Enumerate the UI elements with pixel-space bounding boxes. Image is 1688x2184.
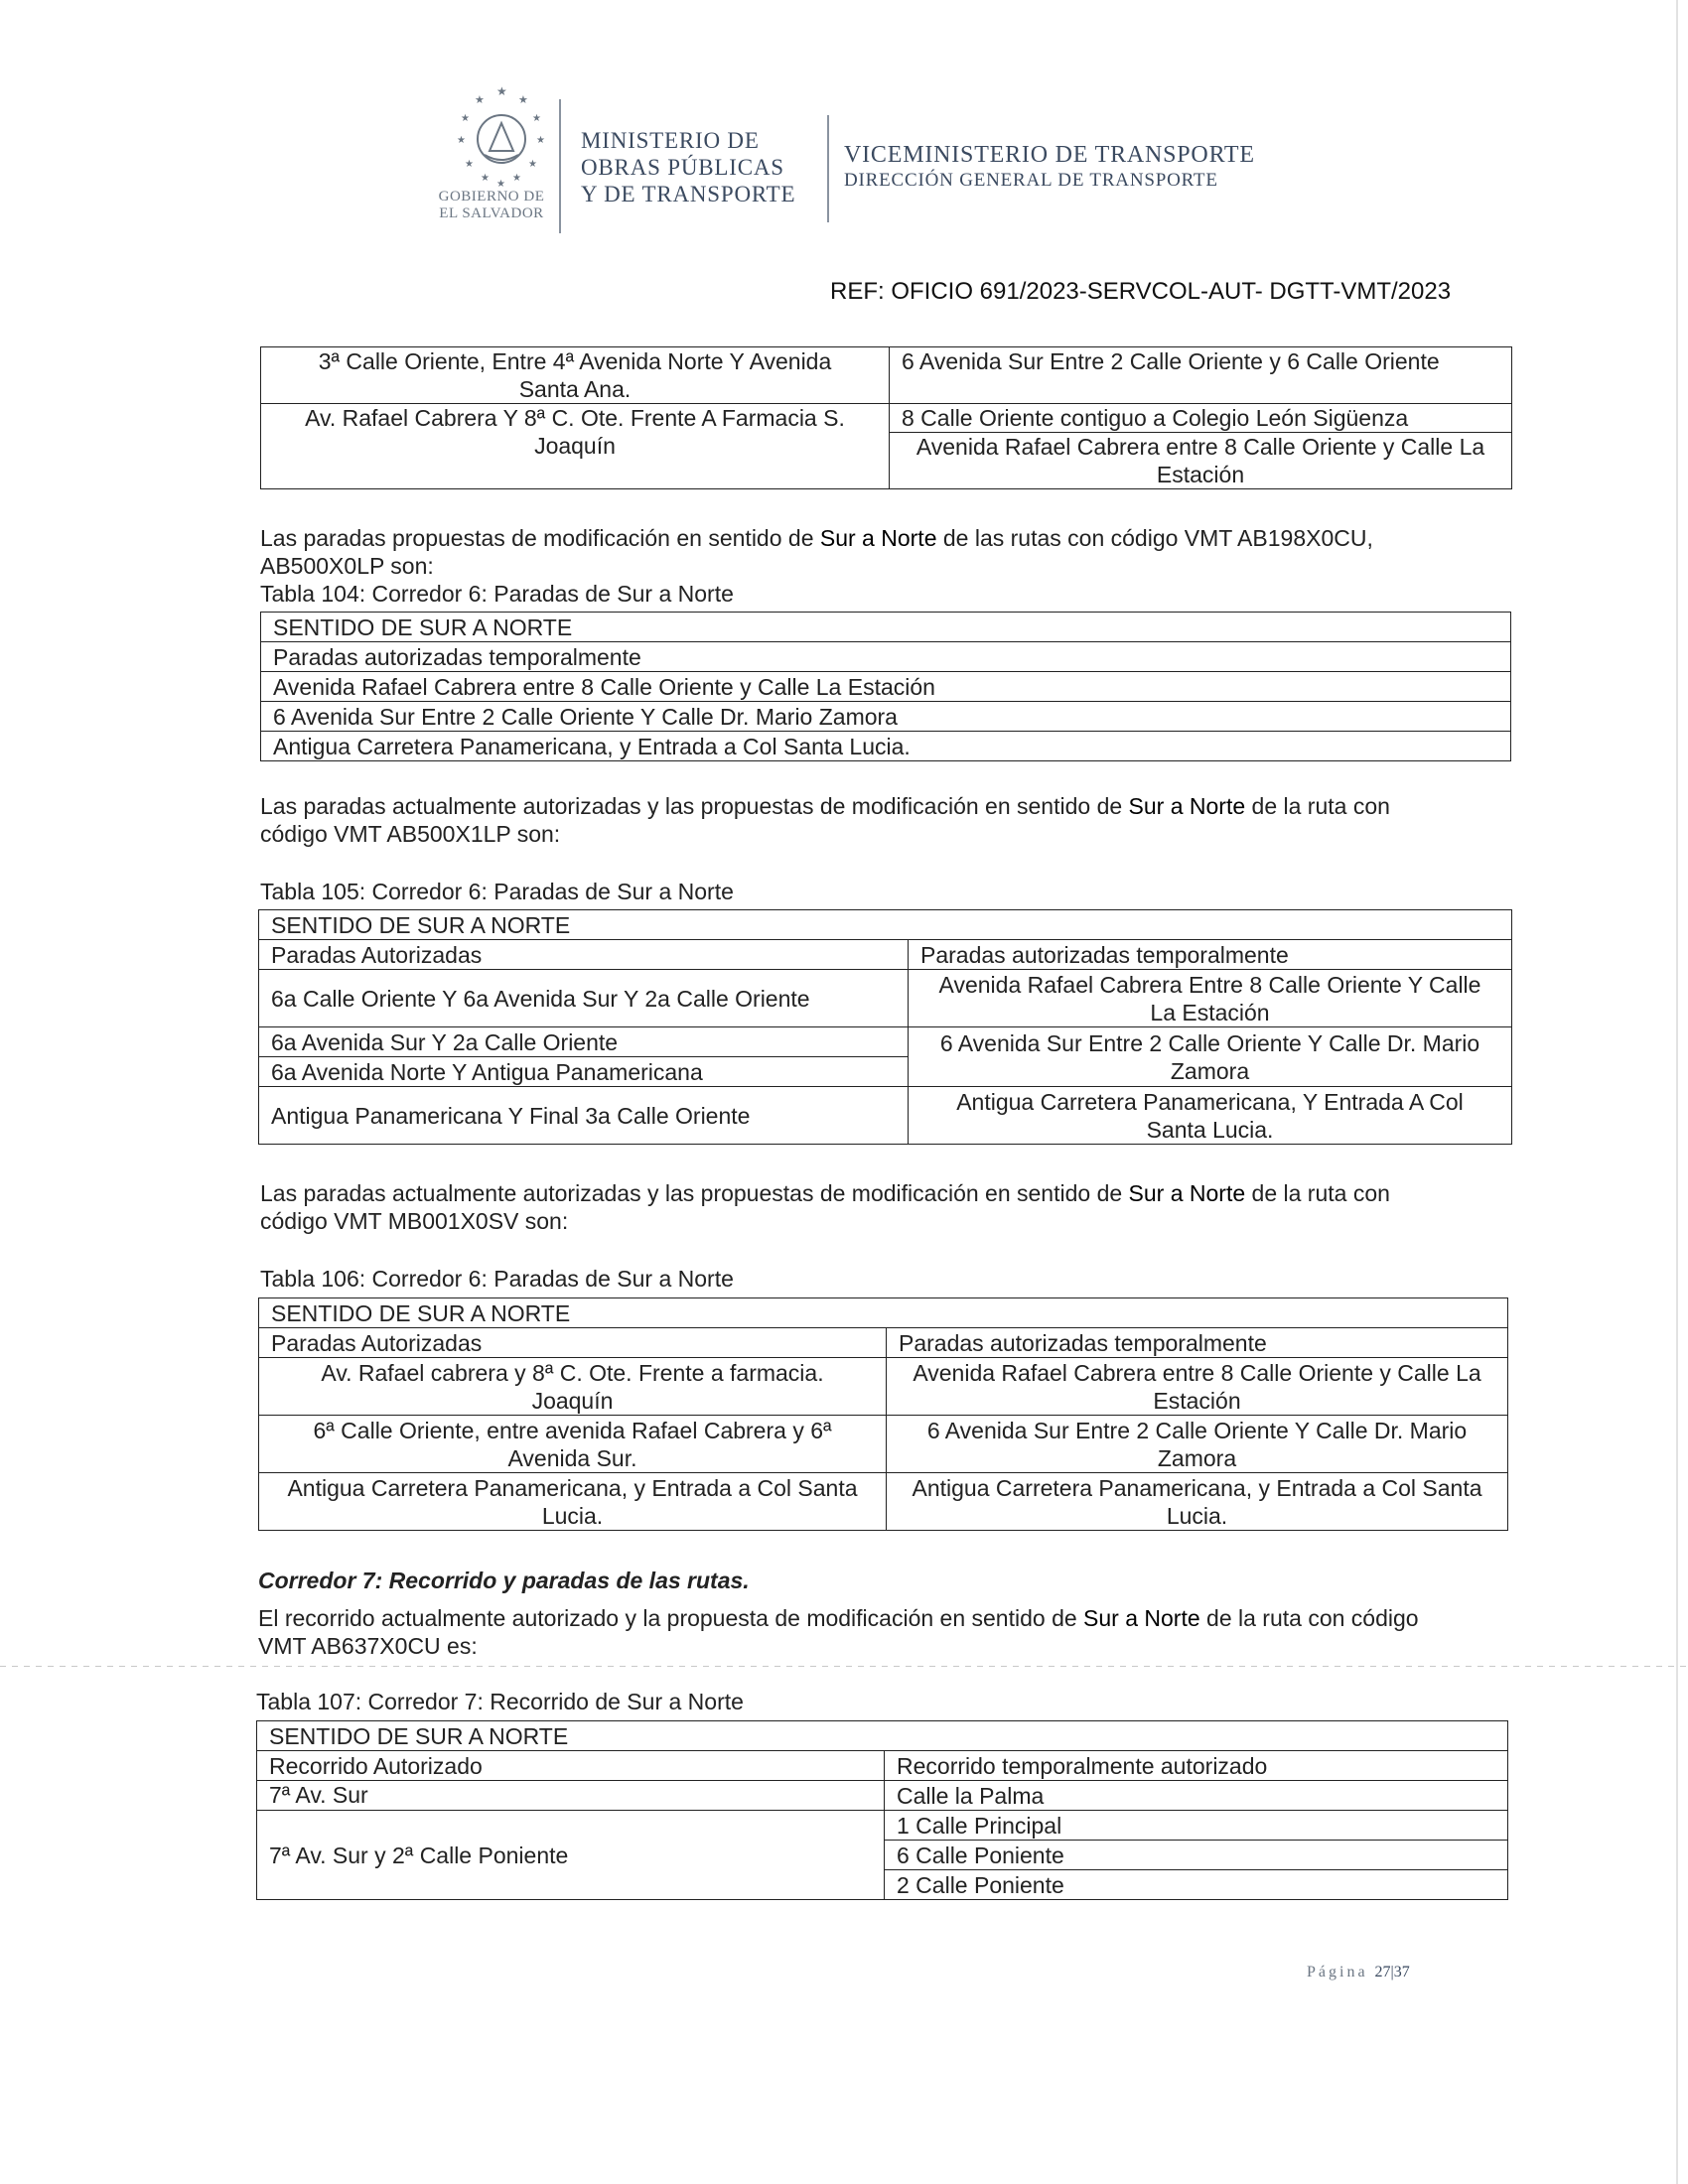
table-cell: Avenida Rafael Cabrera entre 8 Calle Oriente y Calle La Estación (887, 1358, 1508, 1416)
section-heading: Corredor 7: Recorrido y paradas de las rutas. (258, 1568, 750, 1593)
viceministry-name: VICEMINISTERIO DE TRANSPORTE DIRECCIÓN GENERAL DE TRANSPORTE (844, 142, 1255, 191)
svg-text:★: ★ (532, 113, 541, 124)
table-cell: 6 Avenida Sur Entre 2 Calle Oriente Y Calle Dr. Mario Zamora (887, 1416, 1508, 1473)
table-cell: Calle la Palma (885, 1781, 1508, 1811)
paragraph: El recorrido actualmente autorizado y la propuesta de modificación en sentido de Sur a Norte de la ruta con código VMT AB637X0CU es: (258, 1605, 1419, 1659)
paragraph: Las paradas actualmente autorizadas y las propuestas de modificación en sentido de Sur a Norte de la ruta con código VMT AB500X1LP son: (260, 793, 1390, 847)
column-header: Paradas Autorizadas (259, 1328, 887, 1358)
table-cell: 6 Avenida Sur Entre 2 Calle Oriente Y Calle Dr. Mario Zamora (909, 1027, 1512, 1087)
table-cell: 7ª Av. Sur y 2ª Calle Poniente (257, 1811, 885, 1900)
table-cell: Antigua Carretera Panamericana, y Entrada a Col Santa Lucia. (887, 1473, 1508, 1531)
table-header: SENTIDO DE SUR A NORTE (257, 1721, 1508, 1751)
table-cell: Av. Rafael cabrera y 8ª C. Ote. Frente a farmacia. Joaquín (259, 1358, 887, 1416)
paragraph: Las paradas actualmente autorizadas y las propuestas de modificación en sentido de Sur a Norte de la ruta con código VMT MB001X0SV son: (260, 1180, 1390, 1234)
svg-text:★: ★ (475, 93, 485, 106)
svg-text:★: ★ (496, 84, 507, 98)
svg-text:★: ★ (457, 135, 466, 146)
table-cell: 1 Calle Principal (885, 1811, 1508, 1841)
reference-number: REF: OFICIO 691/2023-SERVCOL-AUT- DGTT-VMT/2023 (830, 278, 1452, 305)
table-cell: Antigua Carretera Panamericana, y Entrada a Col Santa Lucia. (259, 1473, 887, 1531)
svg-text:★: ★ (496, 179, 505, 190)
table-caption: Tabla 105: Corredor 6: Paradas de Sur a Norte (260, 879, 734, 904)
table-cell: 6a Avenida Norte Y Antigua Panamericana (259, 1057, 909, 1087)
table-104 (260, 612, 1511, 761)
svg-text:★: ★ (481, 173, 490, 184)
page-number: Página 27|37 (1307, 1964, 1410, 1980)
column-header: Paradas Autorizadas (259, 940, 909, 970)
table-cell: 6a Calle Oriente Y 6a Avenida Sur Y 2a Calle Oriente (259, 970, 909, 1027)
table-header: SENTIDO DE SUR A NORTE (259, 1298, 1508, 1328)
column-header: Recorrido Autorizado (257, 1751, 885, 1781)
table-106 (258, 1297, 1508, 1531)
table-cell: Antigua Carretera Panamericana, Y Entrada A Col Santa Lucia. (909, 1087, 1512, 1145)
table-row: Antigua Carretera Panamericana, y Entrada a Col Santa Lucia. (261, 732, 1511, 761)
table-cell: 6 Avenida Sur Entre 2 Calle Oriente y 6 Calle Oriente (890, 347, 1512, 404)
svg-text:★: ★ (512, 173, 521, 184)
scan-artifact (0, 1666, 1688, 1667)
paragraph: Las paradas propuestas de modificación en sentido de Sur a Norte de las rutas con código VMT AB198X0CU, AB500X0LP son: (260, 525, 1373, 579)
table-caption: Tabla 106: Corredor 6: Paradas de Sur a Norte (260, 1266, 734, 1292)
svg-text:★: ★ (536, 135, 545, 146)
table-cell: Avenida Rafael Cabrera Entre 8 Calle Oriente Y Calle La Estación (909, 970, 1512, 1027)
table-header: SENTIDO DE SUR A NORTE (259, 910, 1512, 940)
table-caption: Tabla 104: Corredor 6: Paradas de Sur a Norte (260, 581, 734, 607)
table-cell: 8 Calle Oriente contiguo a Colegio León Sigüenza (890, 404, 1512, 433)
government-label: GOBIERNO DE EL SALVADOR (438, 189, 545, 221)
svg-text:★: ★ (461, 113, 470, 124)
header-divider (827, 115, 829, 222)
column-header: Paradas autorizadas temporalmente (909, 940, 1512, 970)
top-table (260, 346, 1512, 489)
header-divider (559, 99, 561, 233)
table-subheader: Paradas autorizadas temporalmente (261, 642, 1511, 672)
table-cell: 7ª Av. Sur (257, 1781, 885, 1811)
table-caption: Tabla 107: Corredor 7: Recorrido de Sur a Norte (256, 1689, 744, 1714)
column-header: Recorrido temporalmente autorizado (885, 1751, 1508, 1781)
table-cell: Avenida Rafael Cabrera entre 8 Calle Oriente y Calle La Estación (890, 433, 1512, 489)
ministry-name: MINISTERIO DE OBRAS PÚBLICAS Y DE TRANSPORTE (581, 128, 796, 206)
svg-text:★: ★ (518, 93, 528, 106)
table-header: SENTIDO DE SUR A NORTE (261, 613, 1511, 642)
table-cell: Antigua Panamericana Y Final 3a Calle Oriente (259, 1087, 909, 1145)
table-cell: 6a Avenida Sur Y 2a Calle Oriente (259, 1027, 909, 1057)
table-cell: 6 Calle Poniente (885, 1841, 1508, 1870)
table-cell: 6ª Calle Oriente, entre avenida Rafael Cabrera y 6ª Avenida Sur. (259, 1416, 887, 1473)
table-cell: 2 Calle Poniente (885, 1870, 1508, 1900)
table-cell: Av. Rafael Cabrera Y 8ª C. Ote. Frente A Farmacia S. Joaquín (261, 404, 890, 489)
svg-text:★: ★ (465, 159, 474, 170)
scan-edge (1676, 0, 1678, 2184)
svg-text:★: ★ (528, 159, 537, 170)
column-header: Paradas autorizadas temporalmente (887, 1328, 1508, 1358)
table-cell: 3ª Calle Oriente, Entre 4ª Avenida Norte Y Avenida Santa Ana. (261, 347, 890, 404)
table-row: 6 Avenida Sur Entre 2 Calle Oriente Y Calle Dr. Mario Zamora (261, 702, 1511, 732)
table-105 (258, 909, 1512, 1145)
table-row: Avenida Rafael Cabrera entre 8 Calle Oriente y Calle La Estación (261, 672, 1511, 702)
table-107 (256, 1720, 1508, 1900)
